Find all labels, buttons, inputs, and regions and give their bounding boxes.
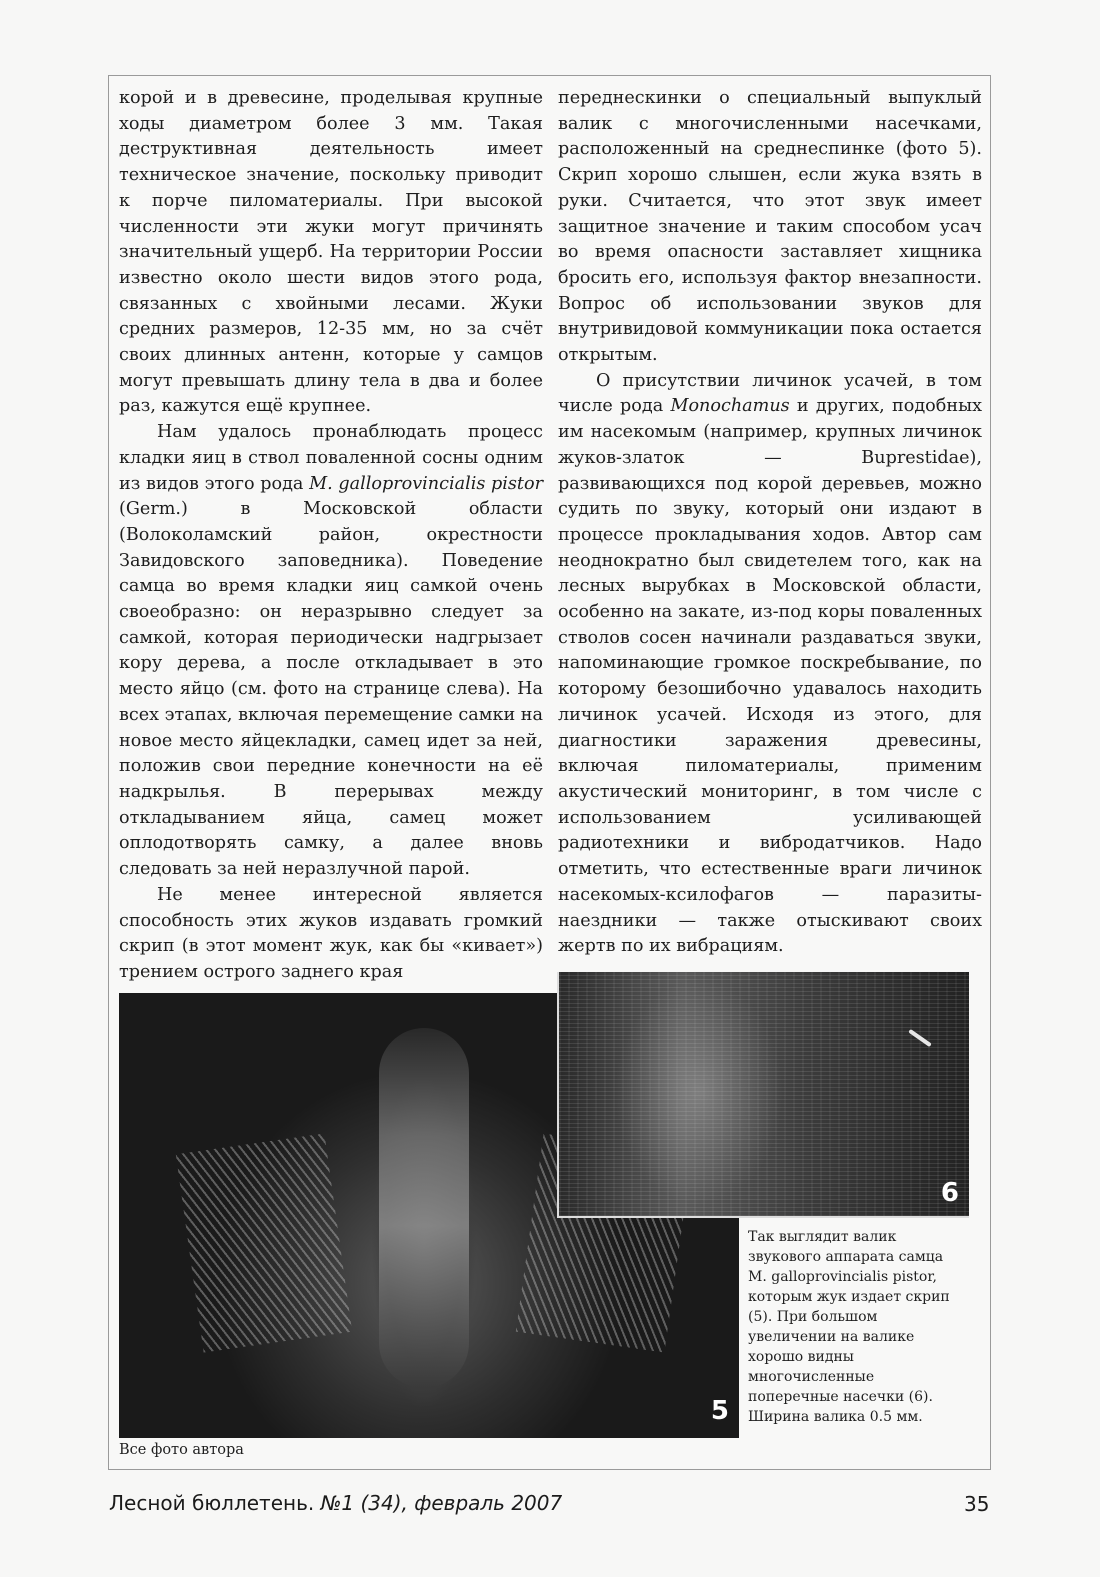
paragraph: Нам удалось пронаблюдать процесс кладки яиц в ствол поваленной сосны одним из видов этого рода M. galloprovincialis pistor (Germ.) в Московской области (Волоколамский район, окрестности Завидовского заповедника). Поведение самца во время кладки яиц самкой очень своеобразно: он неразрывно следует за самкой, которая периодически надгрызает кору дерева, а после откладывает в это место яйцо (см. фото на странице слева). На всех этапах, включая перемещение самки на новое место яйцекладки, самец идет за ней, положив свои передние конечности на её надкрылья. В перерывах между откладыванием яйца, самец может оплодотворять самку, а далее вновь следовать за ней неразлучной парой. xyxy=(119,422,543,880)
photo-highlight xyxy=(908,1029,932,1047)
right-column xyxy=(558,86,982,960)
left-column xyxy=(119,86,543,986)
paragraph: О присутствии личинок усачей, в том числе рода Monochamus и других, подобных им насекомым (например, крупных личинок жуков-златок — Buprestidae), развивающихся под корой деревьев, можно судить по звуку, который они издают в процессе прокладывания ходов. Автор сам неоднократно был свидетелем того, как на лесных вырубках в Московской области, особенно на закате, из-под коры поваленных стволов сосен начинали раздаваться звуки, напоминающие громкое поскребывание, по которому безошибочно удавалось находить личинок усачей. Исходя из этого, для диагностики заражения древесины, включая пиломатериалы, применим акустический мониторинг, в том числе с использованием усиливающей радиотехники и вибродатчиков. Надо отметить, что естественные враги личинок насекомых-ксилофагов — паразиты-наездники — также отыскивают своих жертв по их вибрациям. xyxy=(558,370,982,957)
photo-texture xyxy=(176,1134,352,1353)
species-name: M. galloprovincialis pistor xyxy=(309,473,543,494)
journal-name: Лесной бюллетень. xyxy=(109,1491,321,1515)
genus-name: Monochamus xyxy=(670,396,790,417)
issue-info: №1 (34), февраль 2007 xyxy=(320,1491,563,1515)
photo-number-5: 5 xyxy=(710,1396,729,1426)
photo-6-file-ridges xyxy=(557,972,969,1218)
article-frame xyxy=(108,75,991,1470)
journal-footer xyxy=(109,1491,562,1515)
photo-credit: Все фото автора xyxy=(119,1442,244,1458)
paragraph: переднескинки о специальный выпуклый валик с многочисленными насечками, расположенный на среднеспинке (фото 5). Скрип хорошо слышен, если жука взять в руки. Считается, что этот звук имеет защитное значение и таким способом усач во время опасности заставляет хищника бросить его, используя фактор внезапности. Вопрос об использовании звуков для внутривидовой коммуникации пока остается открытым. xyxy=(558,88,982,366)
figure-caption: Так выглядит валик звукового аппарата самца M. galloprovincialis pistor, которым жук издает скрип (5). При большом увеличении на валике хорошо видны многочисленные поперечные насечки (6). Ширина валика 0.5 мм. xyxy=(748,1229,950,1425)
stridulatory-file xyxy=(379,1028,469,1388)
paragraph: корой и в древесине, проделывая крупные ходы диаметром более 3 мм. Такая деструктивная деятельность имеет техническое значение, поскольку приводит к порче пиломатериалы. При высокой численности эти жуки могут причинять значительный ущерб. На территории России известно около шести видов этого рода, связанных с хвойными лесами. Жуки средних размеров, 12-35 мм, но за счёт своих длинных антенн, которые у самцов могут превышать длину тела в два и более раз, кажутся ещё крупнее. xyxy=(119,88,543,417)
paragraph: Не менее интересной является способность этих жуков издавать громкий скрип (в этот момент жук, как бы «кивает») трением острого заднего края xyxy=(119,884,543,982)
page-number: 35 xyxy=(964,1492,990,1516)
photo-number-6: 6 xyxy=(940,1178,959,1208)
